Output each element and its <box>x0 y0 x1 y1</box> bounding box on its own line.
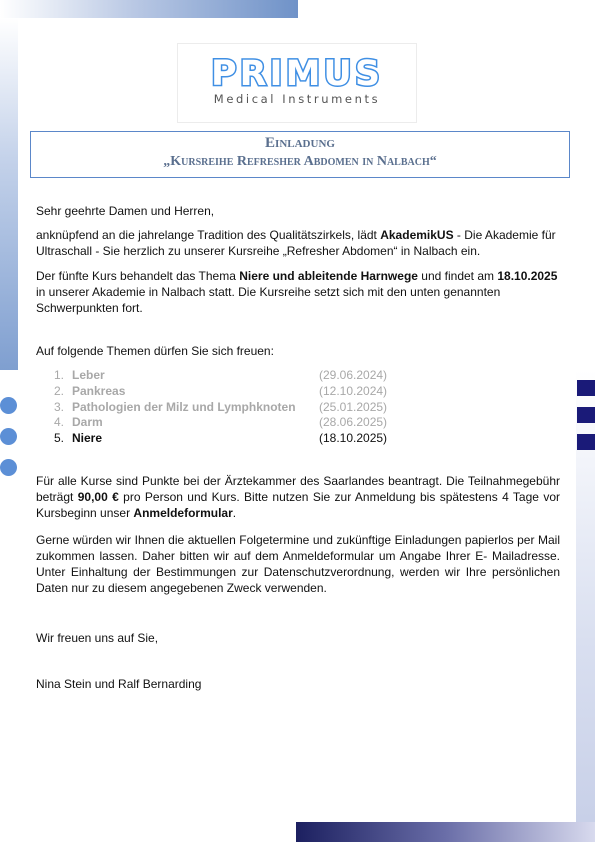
topics-intro: Auf folgende Themen dürfen Sie sich freuen: <box>36 344 274 358</box>
title-box <box>30 131 570 178</box>
decor-square <box>577 434 595 450</box>
logo-wordmark: PRIMUS <box>210 54 384 94</box>
topic-date: (29.06.2024) <box>319 368 388 382</box>
course-date: 18.10.2025 <box>497 269 558 283</box>
topic-name: Pathologien der Milz und Lymphknoten <box>72 400 296 414</box>
topic-name: Leber <box>72 368 105 382</box>
fees-text-end: . <box>232 506 237 520</box>
topic-item <box>54 367 105 383</box>
topic-date: (25.01.2025) <box>319 400 388 414</box>
top-gradient-bar <box>0 0 298 18</box>
topic-date: (12.10.2024) <box>319 384 388 398</box>
salutation: Sehr geehrte Damen und Herren, <box>36 204 215 218</box>
topic-name: Darm <box>72 415 103 429</box>
title-heading: Einladung <box>265 135 335 151</box>
decor-dot <box>0 428 17 445</box>
logo-subtitle: Medical Instruments <box>213 92 381 106</box>
decor-square <box>577 380 595 396</box>
topic-item <box>54 414 103 430</box>
title-subheading: „Kursreihe Refresher Abdomen in Nalbach“ <box>163 154 437 169</box>
course-text-end: in unserer Akademie in Nalbach statt. Die Kursreihe setzt sich mit den unten genannten Schwerpunkten fort. <box>36 285 501 315</box>
topic-item <box>54 399 296 415</box>
fees-text: Für alle Kurse sind Punkte bei der Ärztekammer des Saarlandes beantragt. Die Teilnahmegebühr beträgt <box>36 474 560 504</box>
signature: Nina Stein und Ralf Bernarding <box>36 677 202 691</box>
topic-date: (28.06.2025) <box>319 415 388 429</box>
primus-logo <box>177 43 417 123</box>
intro-text: anknüpfend an die jahrelange Tradition des Qualitätszirkels, lädt <box>36 228 381 242</box>
topic-item-current <box>54 430 102 446</box>
decor-square <box>577 407 595 423</box>
bottom-gradient-bar <box>296 822 595 842</box>
course-text: Der fünfte Kurs behandelt das Thema <box>36 269 240 283</box>
topic-number: 2. <box>54 384 65 398</box>
topic-number: 5. <box>54 431 65 445</box>
course-topic: Niere und ableitende Harnwege <box>239 269 418 283</box>
course-text-mid: und findet am <box>417 269 498 283</box>
topic-item <box>54 383 125 399</box>
paragraph-intro <box>36 227 560 259</box>
topic-name: Pankreas <box>72 384 126 398</box>
paragraph-fees <box>36 473 560 521</box>
closing: Wir freuen uns auf Sie, <box>36 631 159 645</box>
fees-text-mid: pro Person und Kurs. Bitte nutzen Sie zur Anmeldung bis spätestens 4 Tage vor Kursbeginn unser <box>36 490 560 520</box>
registration-form-link[interactable]: Anmeldeformular <box>133 506 233 520</box>
topic-number: 1. <box>54 368 65 382</box>
intro-text-end: - Die Akademie für Ultraschall - Sie herzlich zu unserer Kursreihe „Refresher Abdomen“ in Nalbach ein. <box>36 228 556 258</box>
fee-amount: 90,00 € <box>77 490 119 504</box>
decor-dot <box>0 397 17 414</box>
left-gradient-bar <box>0 18 18 370</box>
paragraph-course <box>36 268 560 316</box>
topic-number: 4. <box>54 415 65 429</box>
academy-name: AkademikUS <box>380 228 454 242</box>
paragraph-email: Gerne würden wir Ihnen die aktuellen Folgetermine und zukünftige Einladungen papierlos per Mail zukommen lassen. Daher bitten wir auf dem Anmeldeformular um Angabe Ihrer E- Mailadresse. Unter Einhaltung der Bestimmungen zur Datenschutzverordnung, werden wir Ihre persönlichen Daten nur zu diesem angegebenen Zweck verwenden. <box>36 533 560 595</box>
topic-name: Niere <box>72 431 103 445</box>
topic-date: (18.10.2025) <box>319 431 388 445</box>
topic-number: 3. <box>54 400 65 414</box>
decor-dot <box>0 459 17 476</box>
